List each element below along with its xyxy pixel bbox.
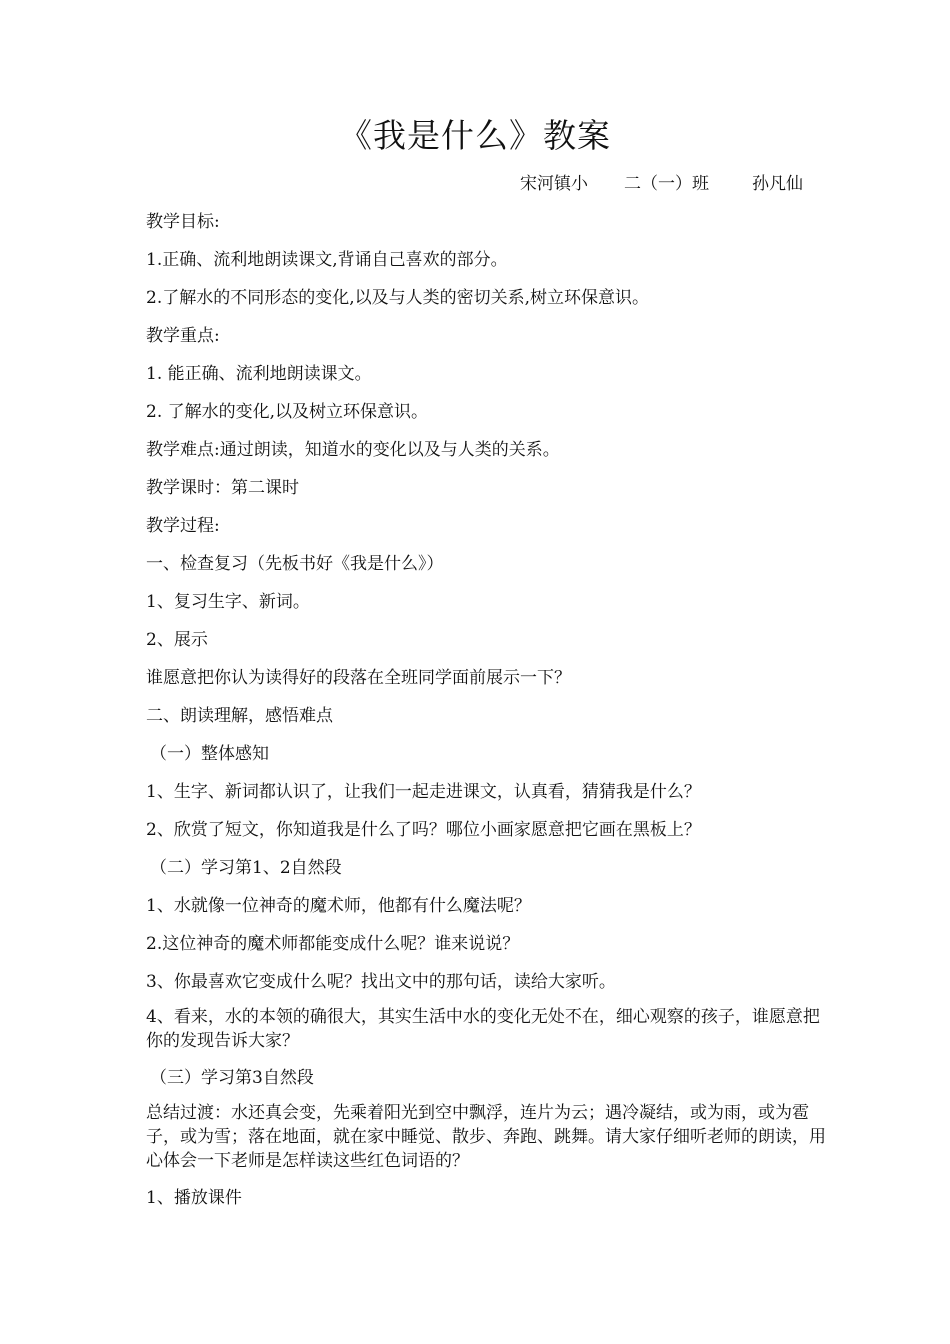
subsection-heading: （三）学习第3自然段	[150, 1068, 314, 1088]
step-item: 1、水就像一位神奇的魔术师，他都有什么魔法呢？	[146, 896, 531, 916]
heading-process: 教学过程:	[146, 516, 220, 536]
key-point-item: 2. 了解水的变化,以及树立环保意识。	[146, 402, 429, 422]
paragraph: 总结过渡：水还真会变，先乘着阳光到空中飘浮，连片为云；遇冷凝结，或为雨，或为雹子，或为雪；落在地面，就在家中睡觉、散步、奔跑、跳舞。请大家仔细听老师的朗读，用心体会一下老师是怎样读这些红色词语的？	[146, 1103, 826, 1171]
step-item: 2、欣赏了短文，你知道我是什么了吗？哪位小画家愿意把它画在黑板上？	[146, 820, 701, 840]
step-item: 3、你最喜欢它变成什么呢？找出文中的那句话，读给大家听。	[146, 972, 616, 992]
step-item: 4、看来，水的本领的确很大，其实生活中水的变化无处不在，细心观察的孩子，谁愿意把你的发现告诉大家？	[146, 1007, 820, 1051]
subsection-heading: （一）整体感知	[150, 744, 269, 764]
step-item: 1、播放课件	[146, 1188, 242, 1208]
byline	[520, 172, 803, 196]
difficulty-line: 教学难点:通过朗读，知道水的变化以及与人类的关系。	[146, 440, 560, 460]
byline-class: 二（一）班	[624, 174, 709, 194]
paragraph: 谁愿意把你认为读得好的段落在全班同学面前展示一下？	[146, 668, 571, 688]
step-item: 1、复习生字、新词。	[146, 592, 310, 612]
step-item: 2.这位神奇的魔术师都能变成什么呢？谁来说说？	[146, 934, 520, 954]
heading-key-points: 教学重点:	[146, 326, 220, 346]
section-heading: 二、朗读理解，感悟难点	[146, 706, 333, 726]
goal-item: 1.正确、流利地朗读课文,背诵自己喜欢的部分。	[146, 250, 508, 270]
goal-item: 2.了解水的不同形态的变化,以及与人类的密切关系,树立环保意识。	[146, 288, 650, 308]
step-item: 1、生字、新词都认识了，让我们一起走进课文，认真看，猜猜我是什么？	[146, 782, 701, 802]
section-heading: 一、检查复习（先板书好《我是什么》）	[146, 554, 444, 574]
class-hours-line: 教学课时：第二课时	[146, 478, 299, 498]
step-item: 2、展示	[146, 630, 208, 650]
byline-teacher: 孙凡仙	[752, 174, 803, 194]
key-point-item: 1. 能正确、流利地朗读课文。	[146, 364, 372, 384]
subsection-heading: （二）学习第1、2自然段	[150, 858, 342, 878]
heading-teaching-goals: 教学目标:	[146, 212, 220, 232]
byline-school: 宋河镇小	[520, 174, 588, 194]
document-title: 《我是什么》教案	[339, 116, 611, 155]
